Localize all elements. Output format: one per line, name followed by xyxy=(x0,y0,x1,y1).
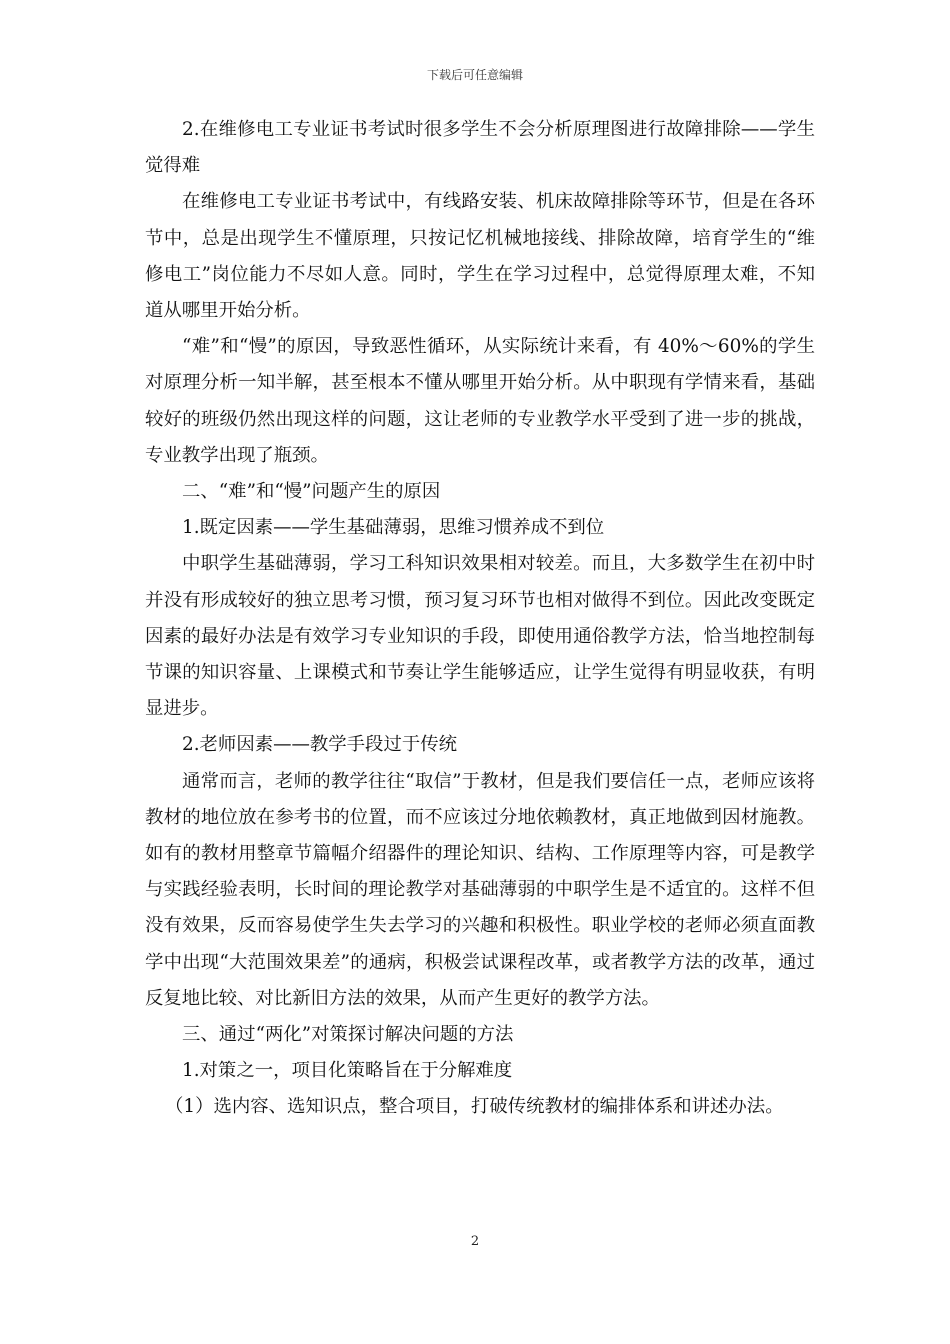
section-heading-3: 三、通过“两化”对策探讨解决问题的方法 xyxy=(182,1024,514,1046)
paragraph: “难”和“慢”的原因，导致恶性循环，从实际统计来看，有 40%～60%的学生对原理分析一知半解，甚至根本不懂从哪里开始分析。从中职现有学情来看，基础较好的班级仍然出现这样的问题，这让老师的专业教学水平受到了进一步的挑战，专业教学出现了瓶颈。 xyxy=(145,336,815,466)
subheading-2-1: 2.在维修电工专业证书考试时很多学生不会分析原理图进行故障排除——学生觉得难 xyxy=(145,119,815,177)
paragraph: 通常而言，老师的教学往往“取信”于教材，但是我们要信任一点，老师应该将教材的地位放在参考书的位置，而不应该过分地依赖教材，真正地做到因材施教。如有的教材用整章节篇幅介绍器件的理论知识、结构、工作原理等内容，可是教学与实践经验表明，长时间的理论教学对基础薄弱的中职学生是不适宜的。这样不但没有效果，反而容易使学生失去学习的兴趣和积极性。职业学校的老师必须直面教学中出现“大范围效果差”的通病，积极尝试课程改革，或者教学方法的改革，通过反复地比较、对比新旧方法的效果，从而产生更好的教学方法。 xyxy=(145,770,815,1009)
subheading-2-2: 2.老师因素——教学手段过于传统 xyxy=(182,734,458,756)
subheading-2-1: 1.既定因素——学生基础薄弱，思维习惯养成不到位 xyxy=(182,517,605,539)
list-item: （1）选内容、选知识点，整合项目，打破传统教材的编排体系和讲述办法。 xyxy=(165,1096,784,1118)
subheading-3-1: 1.对策之一，项目化策略旨在于分解难度 xyxy=(182,1060,513,1082)
section-heading-2: 二、“难”和“慢”问题产生的原因 xyxy=(182,481,441,503)
document-body xyxy=(145,112,815,1126)
paragraph: 在维修电工专业证书考试中，有线路安装、机床故障排除等环节，但是在各环节中，总是出现学生不懂原理，只按记忆机械地接线、排除故障，培育学生的“维修电工”岗位能力不尽如人意。同时，学生在学习过程中，总觉得原理太难，不知道从哪里开始分析。 xyxy=(145,191,815,322)
paragraph: 中职学生基础薄弱，学习工科知识效果相对较差。而且，大多数学生在初中时并没有形成较好的独立思考习惯，预习复习环节也相对做得不到位。因此改变既定因素的最好办法是有效学习专业知识的手段，即使用通俗教学方法，恰当地控制每节课的知识容量、上课模式和节奏让学生能够适应，让学生觉得有明显收获，有明显进步。 xyxy=(145,553,815,720)
page-number: 2 xyxy=(470,1234,480,1249)
page-header: 下载后可任意编辑 xyxy=(426,68,523,82)
